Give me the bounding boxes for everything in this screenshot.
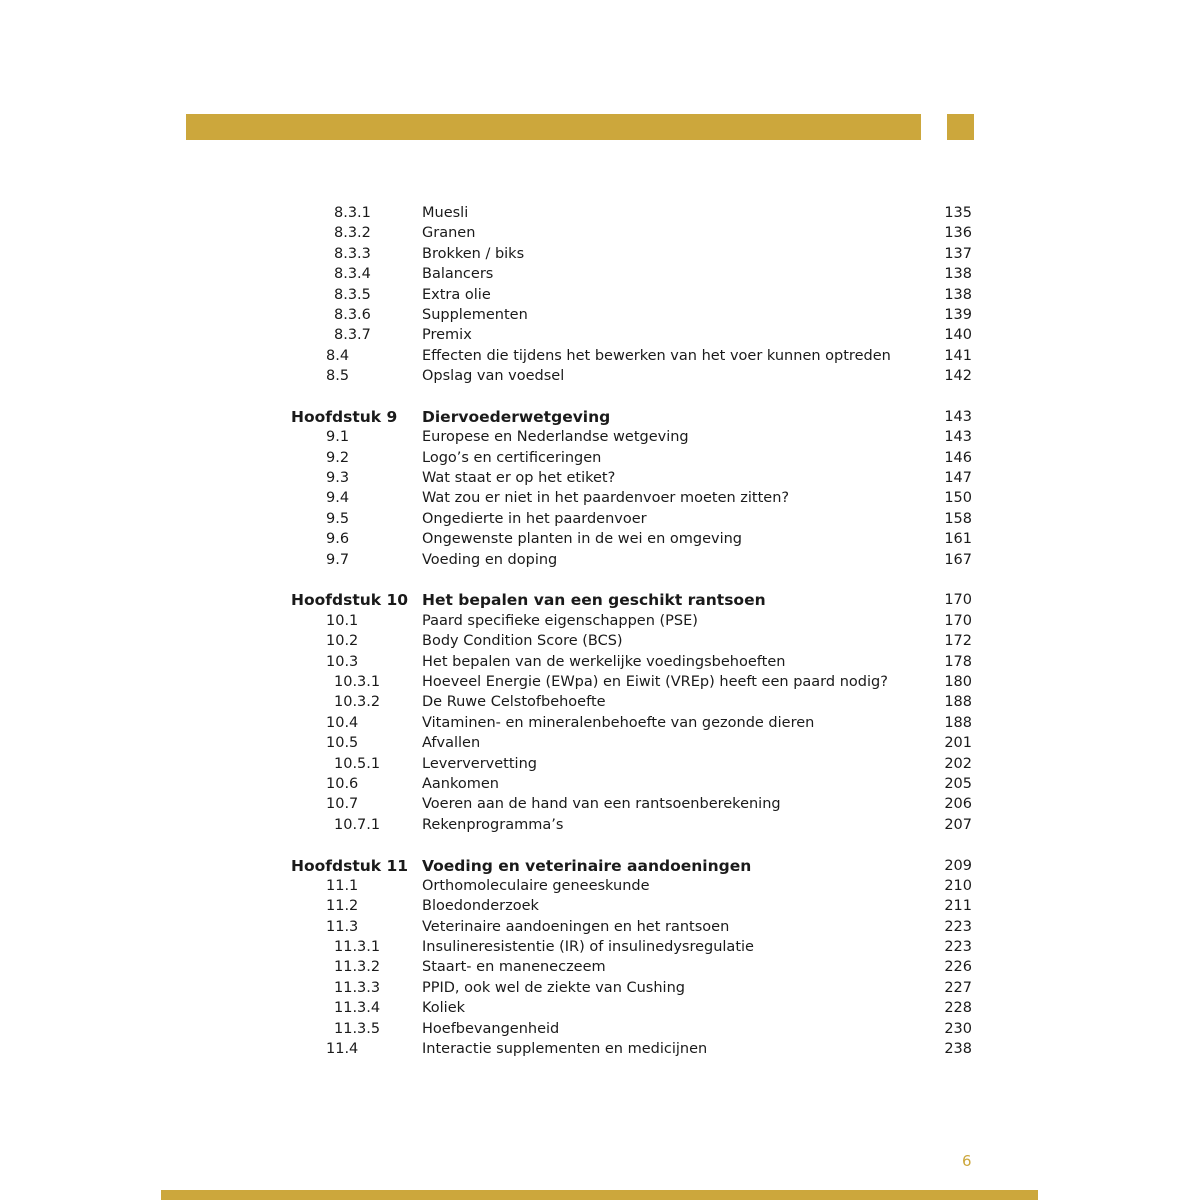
toc-num: 11.3.3 [334, 979, 381, 996]
toc-num: 8.4 [326, 347, 350, 364]
toc-page: 146 [944, 449, 972, 466]
toc-row [0, 325, 1200, 345]
header-bar [186, 114, 921, 140]
toc-num: 10.2 [326, 633, 359, 650]
toc-row [0, 754, 1200, 774]
toc-num: 10.6 [326, 775, 359, 792]
toc-num: 11.2 [326, 898, 359, 915]
toc-row [0, 244, 1200, 264]
toc-title: Vitaminen- en mineralenbehoefte van gezonde dieren [422, 714, 815, 731]
toc-page: 143 [944, 429, 972, 446]
toc-row [0, 203, 1200, 223]
toc-num: 10.3 [326, 653, 359, 670]
toc-title: Hoefbevangenheid [422, 1020, 560, 1037]
toc-row [0, 468, 1200, 488]
toc-title: Het bepalen van de werkelijke voedingsbehoeften [422, 653, 786, 670]
toc-num: 10.7 [326, 796, 359, 813]
toc-num: Hoofdstuk 10 [291, 591, 409, 610]
toc-title: Koliek [422, 1000, 466, 1017]
toc-page: 136 [944, 225, 972, 242]
toc-num: 8.3.7 [334, 327, 371, 344]
toc-page: 138 [944, 266, 972, 283]
toc-num: 8.3.6 [334, 306, 371, 323]
toc-row [0, 529, 1200, 549]
toc-title: De Ruwe Celstofbehoefte [422, 694, 606, 711]
toc-title: Orthomoleculaire geneeskunde [422, 877, 650, 894]
toc-page: 188 [944, 694, 972, 711]
toc-row [0, 366, 1200, 386]
toc-title: Veterinaire aandoeningen en het rantsoen [422, 918, 730, 935]
toc-num: 11.4 [326, 1041, 359, 1058]
toc-row [0, 978, 1200, 998]
toc-title: Wat zou er niet in het paardenvoer moeten zitten? [422, 490, 790, 507]
toc-num: 8.3.3 [334, 245, 371, 262]
toc-title: Aankomen [422, 775, 499, 792]
toc-num: 10.5.1 [334, 755, 381, 772]
toc-row [0, 876, 1200, 896]
toc-row [0, 448, 1200, 468]
toc-title: Opslag van voedsel [422, 368, 565, 385]
toc-page: 147 [944, 470, 972, 487]
toc-page: 140 [944, 327, 972, 344]
toc-page: 161 [944, 531, 972, 548]
toc-row [0, 285, 1200, 305]
toc-row [0, 488, 1200, 508]
toc-num: 8.3.2 [334, 225, 371, 242]
toc-page: 202 [944, 755, 972, 772]
toc-page: 227 [944, 979, 972, 996]
toc-row [0, 937, 1200, 957]
toc-title: Logo’s en certificeringen [422, 449, 602, 466]
toc-title: Interactie supplementen en medicijnen [422, 1041, 708, 1058]
toc-num: 8.3.5 [334, 286, 371, 303]
footer-bar [161, 1190, 1038, 1200]
toc-num: 11.3.4 [334, 1000, 381, 1017]
toc-num: 11.3 [326, 918, 359, 935]
toc-row [0, 509, 1200, 529]
toc-num: 10.4 [326, 714, 359, 731]
toc-page: 207 [944, 816, 972, 833]
toc-page: 201 [944, 735, 972, 752]
toc-num: 11.1 [326, 877, 359, 894]
toc-row [0, 652, 1200, 672]
toc-page: 211 [944, 898, 972, 915]
toc-num: 10.1 [326, 612, 359, 629]
toc-row [0, 264, 1200, 284]
toc-page: 228 [944, 1000, 972, 1017]
toc-title: Hoeveel Energie (EWpa) en Eiwit (VREp) heeft een paard nodig? [422, 673, 888, 690]
toc-page: 137 [944, 245, 972, 262]
toc-title: Het bepalen van een geschikt rantsoen [422, 591, 766, 610]
toc-page: 142 [944, 368, 972, 385]
toc-page: 205 [944, 775, 972, 792]
toc-page: 167 [944, 551, 972, 568]
toc-page: 223 [944, 939, 972, 956]
toc-page: 209 [944, 857, 972, 874]
toc-title: Brokken / biks [422, 245, 525, 262]
toc-row [0, 427, 1200, 447]
toc-title: Voeding en veterinaire aandoeningen [422, 856, 752, 875]
toc-title: Ongedierte in het paardenvoer [422, 510, 647, 527]
toc-title: Supplementen [422, 306, 528, 323]
toc-row [0, 1039, 1200, 1059]
toc-chapter-row [0, 856, 1200, 876]
toc-title: Voeding en doping [422, 551, 558, 568]
toc-title: Diervoederwetgeving [422, 407, 611, 426]
toc-num: 9.2 [326, 449, 350, 466]
toc-title: Afvallen [422, 735, 481, 752]
toc-num: 9.4 [326, 490, 350, 507]
page-number: 6 [962, 1152, 972, 1170]
toc-page: 170 [944, 612, 972, 629]
toc-row [0, 550, 1200, 570]
toc-page: 223 [944, 918, 972, 935]
toc-num: 10.3.1 [334, 673, 381, 690]
toc-title: Rekenprogramma’s [422, 816, 564, 833]
toc-page: 170 [944, 592, 972, 609]
toc-chapter-row [0, 407, 1200, 427]
toc-title: Balancers [422, 266, 494, 283]
toc-page: 238 [944, 1041, 972, 1058]
toc-title: Extra olie [422, 286, 491, 303]
toc-num: 9.5 [326, 510, 350, 527]
toc-page: 226 [944, 959, 972, 976]
toc-page: 141 [944, 347, 972, 364]
toc-title: Wat staat er op het etiket? [422, 470, 616, 487]
toc-row [0, 713, 1200, 733]
toc-row [0, 631, 1200, 651]
toc-page: 230 [944, 1020, 972, 1037]
toc-page: 188 [944, 714, 972, 731]
toc-num: 11.3.1 [334, 939, 381, 956]
toc-page: 139 [944, 306, 972, 323]
toc-num: 10.3.2 [334, 694, 381, 711]
toc-title: Insulineresistentie (IR) of insulinedysregulatie [422, 939, 754, 956]
toc-row [0, 794, 1200, 814]
toc-row [0, 1019, 1200, 1039]
toc-row [0, 815, 1200, 835]
toc-page: 206 [944, 796, 972, 813]
toc-title: Granen [422, 225, 476, 242]
toc-page: 158 [944, 510, 972, 527]
toc-title: Leververvetting [422, 755, 537, 772]
toc-num: 11.3.5 [334, 1020, 381, 1037]
toc-num: Hoofdstuk 11 [291, 856, 409, 875]
toc-title: Muesli [422, 205, 469, 221]
toc-title: Europese en Nederlandse wetgeving [422, 429, 689, 446]
toc-page: 143 [944, 408, 972, 425]
toc-page: 180 [944, 673, 972, 690]
toc-num: 10.5 [326, 735, 359, 752]
toc-row [0, 957, 1200, 977]
toc-page: 210 [944, 877, 972, 894]
toc-chapter-row [0, 590, 1200, 610]
toc-page: 138 [944, 286, 972, 303]
header-bar-accent [947, 114, 974, 140]
toc-row [0, 611, 1200, 631]
toc-title: Effecten die tijdens het bewerken van het voer kunnen optreden [422, 347, 891, 364]
toc-page: 172 [944, 633, 972, 650]
toc-title: PPID, ook wel de ziekte van Cushing [422, 979, 685, 996]
toc-title: Paard specifieke eigenschappen (PSE) [422, 612, 698, 629]
toc-row [0, 692, 1200, 712]
toc-num: 9.7 [326, 551, 350, 568]
toc-num: 9.6 [326, 531, 350, 548]
toc-title: Premix [422, 327, 472, 344]
table-of-contents [0, 203, 1200, 1059]
toc-row [0, 305, 1200, 325]
toc-num: 8.5 [326, 368, 350, 385]
toc-row [0, 733, 1200, 753]
toc-page: 178 [944, 653, 972, 670]
toc-num: 9.3 [326, 470, 350, 487]
toc-num: Hoofdstuk 9 [291, 407, 398, 426]
toc-num: 8.3.1 [334, 205, 371, 221]
toc-row [0, 346, 1200, 366]
toc-row [0, 672, 1200, 692]
toc-page: 150 [944, 490, 972, 507]
toc-num: 10.7.1 [334, 816, 381, 833]
toc-row [0, 896, 1200, 916]
toc-row [0, 917, 1200, 937]
toc-num: 8.3.4 [334, 266, 371, 283]
toc-title: Ongewenste planten in de wei en omgeving [422, 531, 743, 548]
toc-num: 11.3.2 [334, 959, 381, 976]
toc-title: Staart- en maneneczeem [422, 959, 606, 976]
toc-page: 135 [944, 205, 972, 221]
toc-row [0, 774, 1200, 794]
toc-title: Bloedonderzoek [422, 898, 539, 915]
toc-row [0, 223, 1200, 243]
toc-title: Body Condition Score (BCS) [422, 633, 623, 650]
toc-title: Voeren aan de hand van een rantsoenberekening [422, 796, 781, 813]
toc-row [0, 998, 1200, 1018]
toc-num: 9.1 [326, 429, 350, 446]
